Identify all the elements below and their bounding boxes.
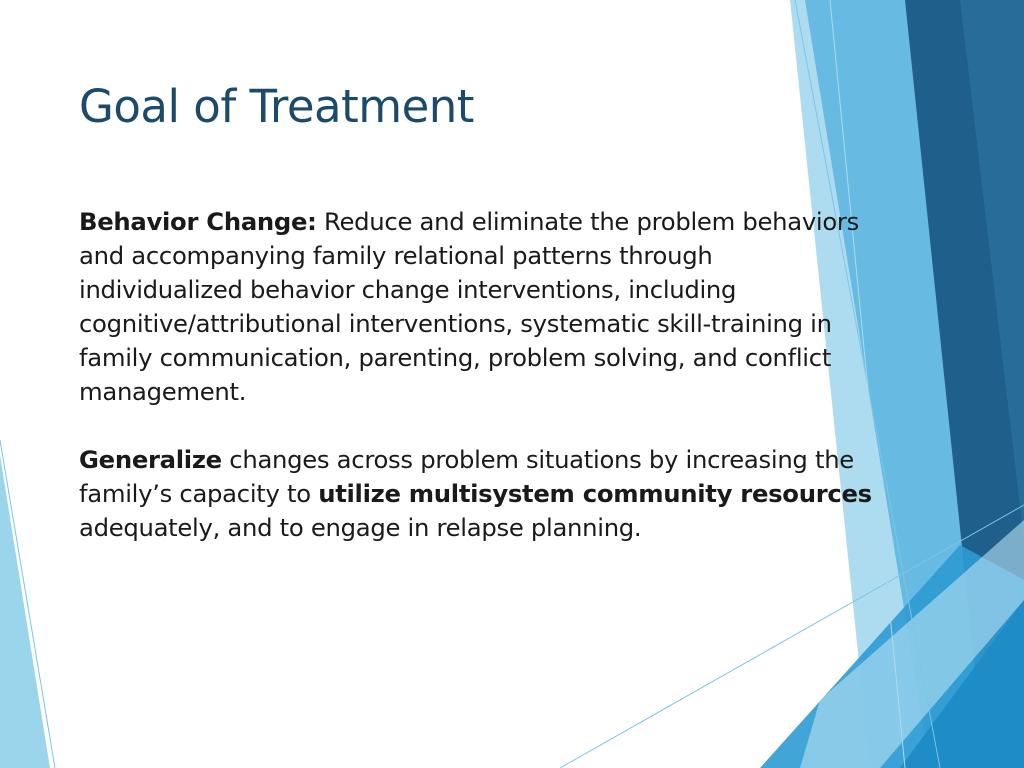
generalize-heading: Generalize xyxy=(79,445,222,474)
behavior-change-text: Reduce and eliminate the problem behaviors and accompanying family relational patterns through individualized behavior change interventions, including cognitive/attributional interventions, systematic skill-training in family communication, parenting, problem solving, and conflict management. xyxy=(79,207,859,406)
generalize-text-1: changes across problem situations by increasing the family’s capacity to xyxy=(79,445,854,508)
behavior-change-heading: Behavior Change: xyxy=(79,207,317,236)
generalize-bold-phrase: utilize multisystem community resources xyxy=(318,479,872,508)
generalize-text-2: adequately, and to engage in relapse planning. xyxy=(79,513,642,542)
paragraph-behavior-change xyxy=(79,205,879,409)
deco-shape-left-wedge xyxy=(0,455,50,768)
paragraph-generalize xyxy=(79,443,879,545)
slide-body xyxy=(79,205,879,579)
slide-title: Goal of Treatment xyxy=(79,80,474,133)
